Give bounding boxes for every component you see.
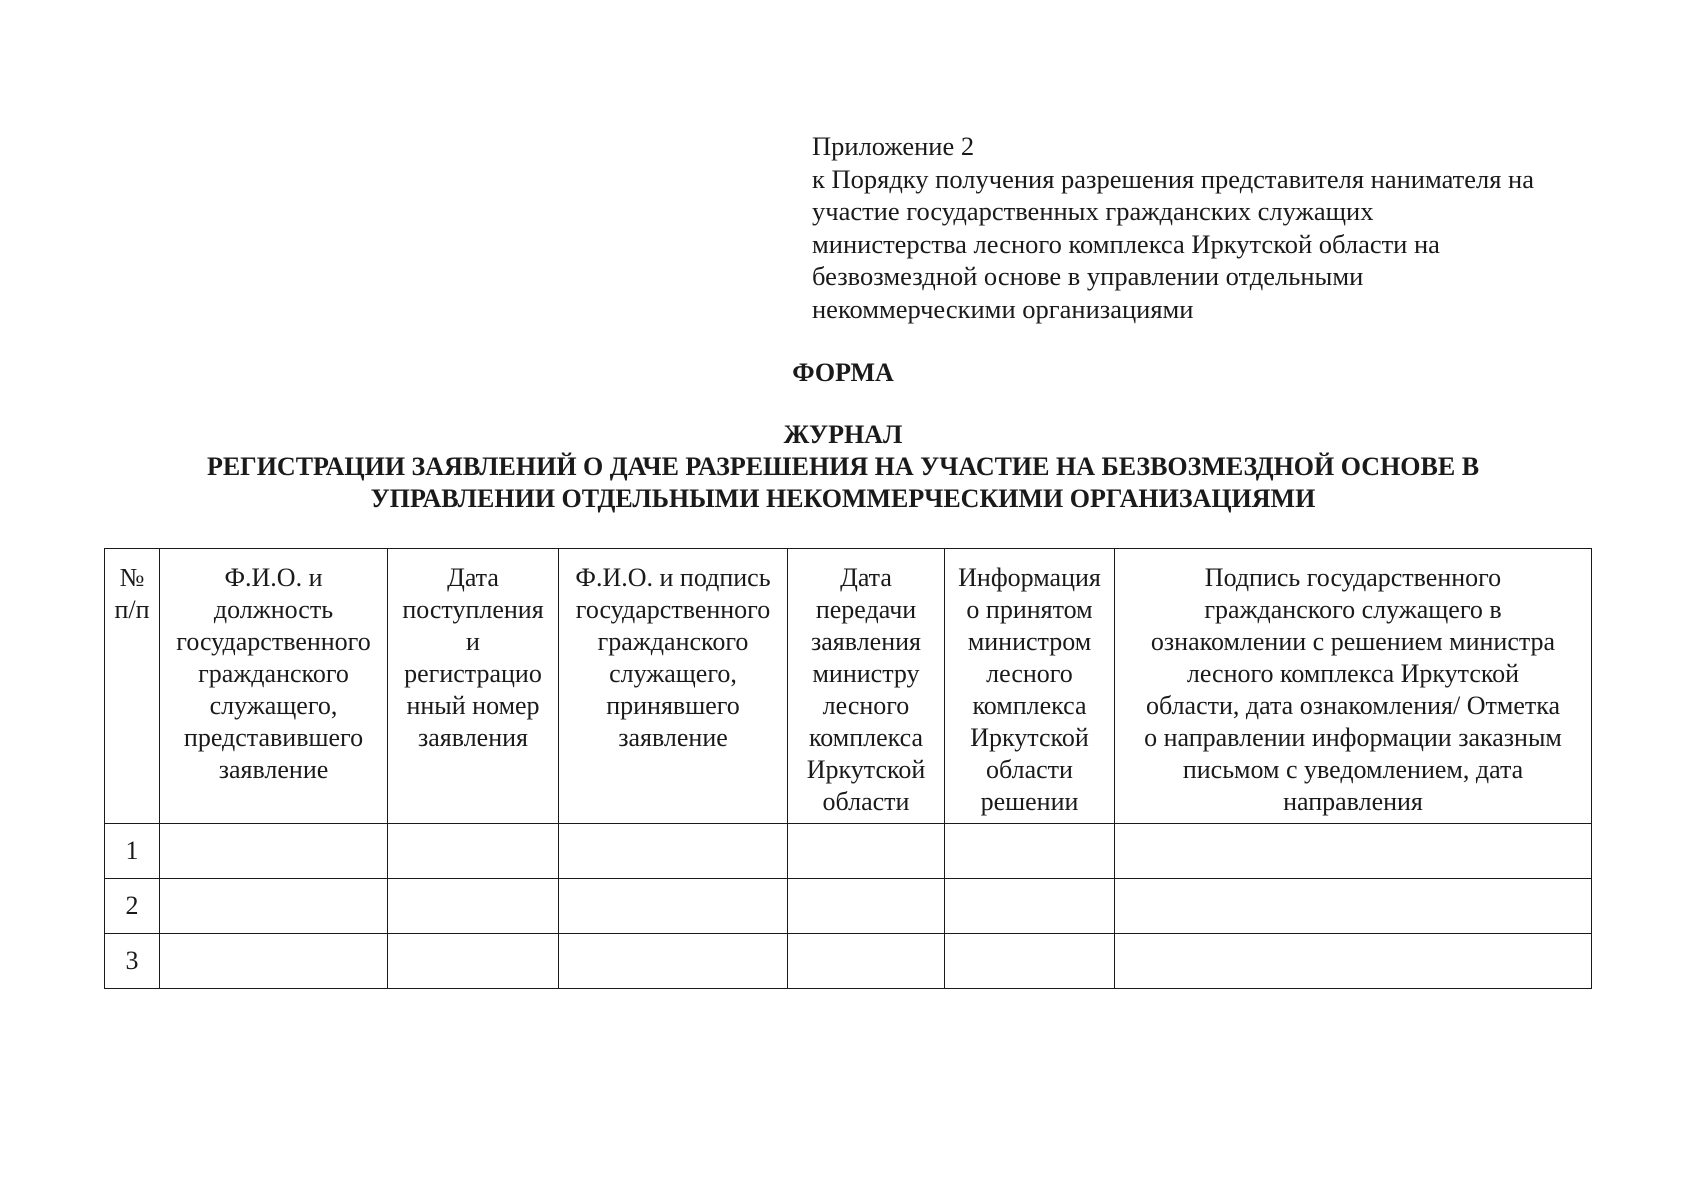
journal-title-line: РЕГИСТРАЦИИ ЗАЯВЛЕНИЙ О ДАЧЕ РАЗРЕШЕНИЯ НА УЧАСТИЕ НА БЕЗВОЗМЕЗДНОЙ ОСНОВЕ В — [206, 452, 1480, 481]
table-row — [105, 824, 1592, 879]
table-cell — [388, 879, 559, 934]
table-cell — [388, 824, 559, 879]
header-transfer-date: Дата передачи заявления министру лесного комплекса Иркутской области — [788, 549, 945, 824]
table-cell — [559, 824, 788, 879]
table-cell — [788, 879, 945, 934]
table-cell — [559, 934, 788, 989]
table-cell — [1115, 824, 1592, 879]
appendix-line: к Порядку получения разрешения представителя нанимателя на — [812, 163, 1534, 194]
table-cell — [945, 824, 1115, 879]
appendix-line: министерства лесного комплекса Иркутской области на — [812, 228, 1440, 259]
table-cell — [945, 934, 1115, 989]
table-cell — [788, 934, 945, 989]
table-cell — [160, 824, 388, 879]
table-cell — [160, 879, 388, 934]
appendix-line: участие государственных гражданских служащих — [812, 196, 1374, 226]
header-acknowledgement: Подпись государственного гражданского служащего в ознакомлении с решением министра лесного комплекса Иркутской области, дата ознакомления/ Отметка о направлении информации заказным письмом с уведомлением, дата направления — [1115, 549, 1592, 824]
journal-title — [0, 419, 1686, 515]
table-cell — [559, 879, 788, 934]
table-cell-number: 2 — [105, 879, 160, 934]
table-cell — [160, 934, 388, 989]
table-cell — [788, 824, 945, 879]
header-number: № п/п — [105, 549, 160, 824]
register-table — [104, 548, 1592, 989]
table-cell-number: 1 — [105, 824, 160, 879]
table-cell-number: 3 — [105, 934, 160, 989]
table-row — [105, 879, 1592, 934]
header-decision-info: Информация о принятом министром лесного комплекса Иркутской области решении — [945, 549, 1115, 824]
table-header-row — [105, 549, 1592, 824]
table-cell — [1115, 934, 1592, 989]
header-receipt-date: Дата поступления и регистрацио нный номер заявления — [388, 549, 559, 824]
appendix-line: Приложение 2 — [812, 131, 975, 161]
appendix-header — [812, 130, 1612, 325]
appendix-line: безвозмездной основе в управлении отдельными — [812, 261, 1364, 291]
table-cell — [388, 934, 559, 989]
appendix-line: некоммерческими организациями — [812, 293, 1194, 324]
header-receiver: Ф.И.О. и подпись государственного гражданского служащего, принявшего заявление — [559, 549, 788, 824]
table-row — [105, 934, 1592, 989]
journal-title-line: ЖУРНАЛ — [783, 420, 903, 449]
table-cell — [1115, 879, 1592, 934]
form-label: ФОРМА — [792, 358, 894, 387]
table-cell — [945, 879, 1115, 934]
header-applicant: Ф.И.О. и должность государственного гражданского служащего, представившего заявление — [160, 549, 388, 824]
journal-title-line: УПРАВЛЕНИИ ОТДЕЛЬНЫМИ НЕКОММЕРЧЕСКИМИ ОРГАНИЗАЦИЯМИ — [370, 484, 1316, 513]
